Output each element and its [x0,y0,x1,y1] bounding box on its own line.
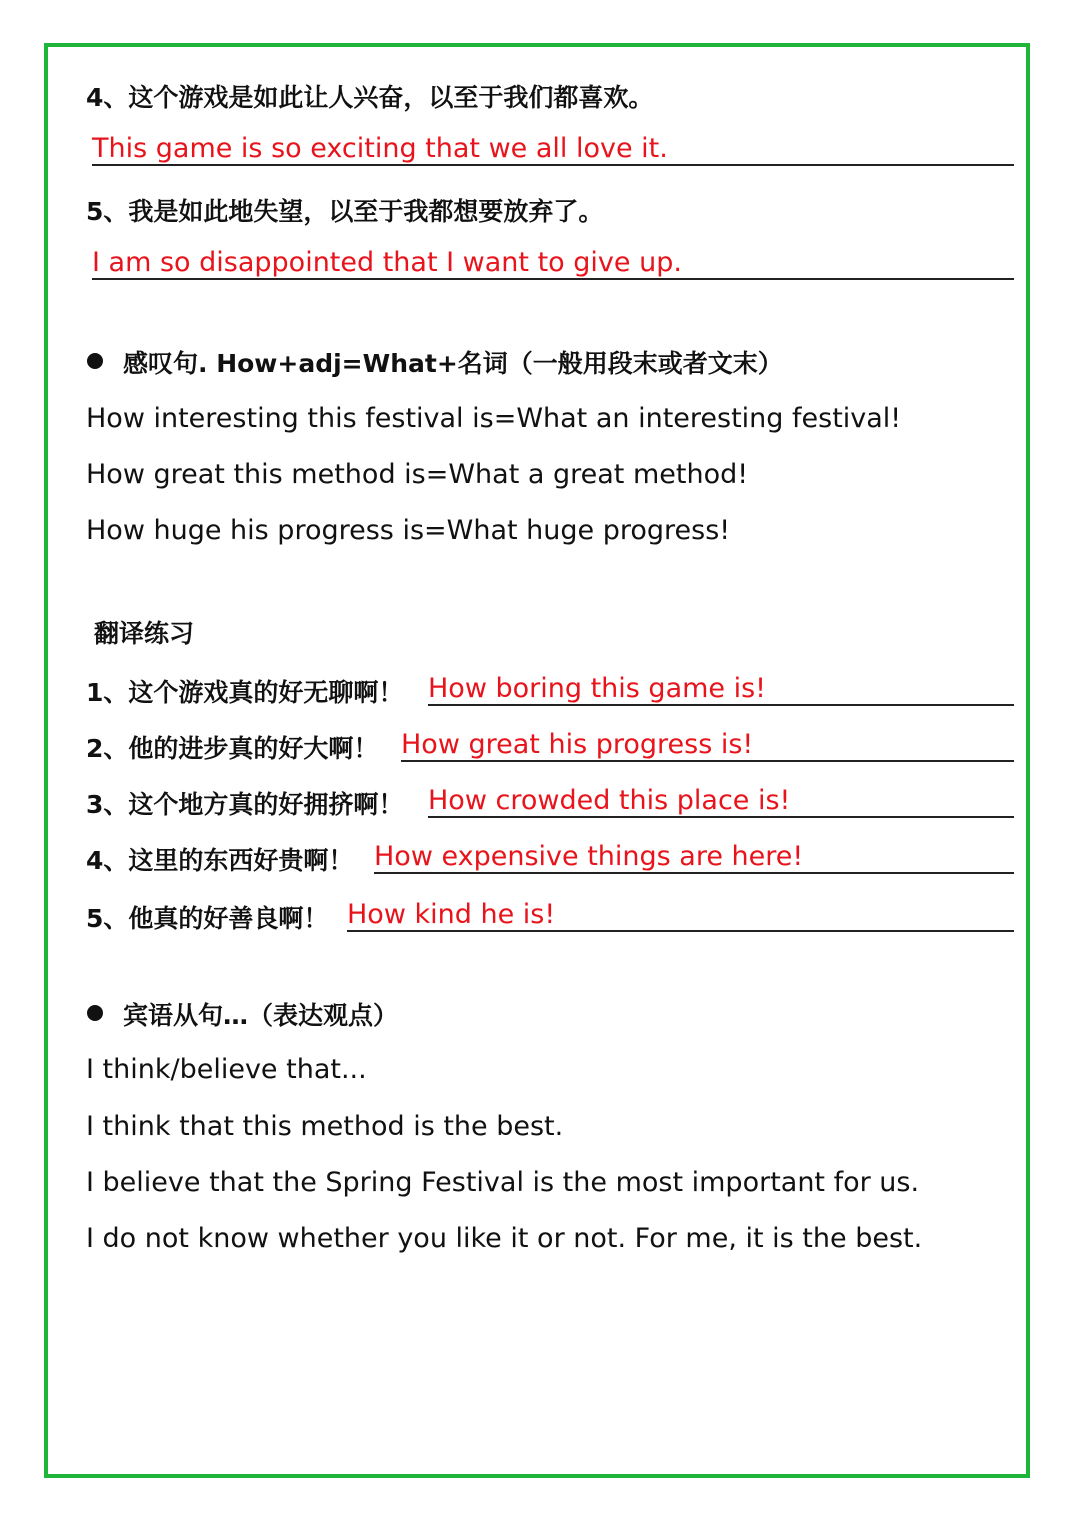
practice-answer-line-2 [401,726,1014,762]
object-clause-example-4: I do not know whether you like it or not. For me, it is the best. [86,1223,923,1254]
practice-title: 翻译练习 [94,619,195,648]
practice-question-1: 1、这个游戏真的好无聊啊！ [86,678,404,707]
underline [92,278,1014,280]
bullet-icon [87,353,103,369]
underline [401,760,1014,762]
underline [428,816,1014,818]
underline [92,164,1014,166]
answer-line-4 [92,130,1014,166]
practice-answer-line-4 [374,838,1014,874]
exclamation-heading: 感叹句. How+adj=What+名词（一般用段末或者文末） [123,349,783,378]
practice-answer-1: How boring this game is! [428,673,767,704]
question-5-so-that: 5、我是如此地失望，以至于我都想要放弃了。 [86,197,604,226]
object-clause-example-1: I think/believe that... [86,1054,367,1085]
object-clause-heading: 宾语从句…（表达观点） [123,1001,399,1030]
underline [374,872,1014,874]
practice-answer-2: How great his progress is! [401,729,754,760]
practice-answer-5: How kind he is! [347,899,556,930]
exclamation-example-1: How interesting this festival is=What an interesting festival! [86,403,902,434]
exclamation-example-3: How huge his progress is=What huge progress! [86,515,731,546]
underline [428,704,1014,706]
practice-answer-line-3 [428,782,1014,818]
practice-question-2: 2、他的进步真的好大啊！ [86,734,379,763]
practice-answer-line-1 [428,670,1014,706]
practice-answer-4: How expensive things are here! [374,841,804,872]
question-4-so-that: 4、这个游戏是如此让人兴奋，以至于我们都喜欢。 [86,83,654,112]
practice-question-3: 3、这个地方真的好拥挤啊！ [86,790,404,819]
practice-question-4: 4、这里的东西好贵啊！ [86,846,354,875]
practice-answer-3: How crowded this place is! [428,785,791,816]
answer-4-so-that: This game is so exciting that we all love it. [92,133,668,164]
underline [347,930,1014,932]
object-clause-example-2: I think that this method is the best. [86,1111,564,1142]
answer-5-so-that: I am so disappointed that I want to give up. [92,247,682,278]
bullet-icon [87,1005,103,1021]
object-clause-example-3: I believe that the Spring Festival is the most important for us. [86,1167,920,1198]
answer-line-5 [92,244,1014,280]
practice-answer-line-5 [347,896,1014,932]
practice-question-5: 5、他真的好善良啊！ [86,904,329,933]
exclamation-example-2: How great this method is=What a great method! [86,459,749,490]
